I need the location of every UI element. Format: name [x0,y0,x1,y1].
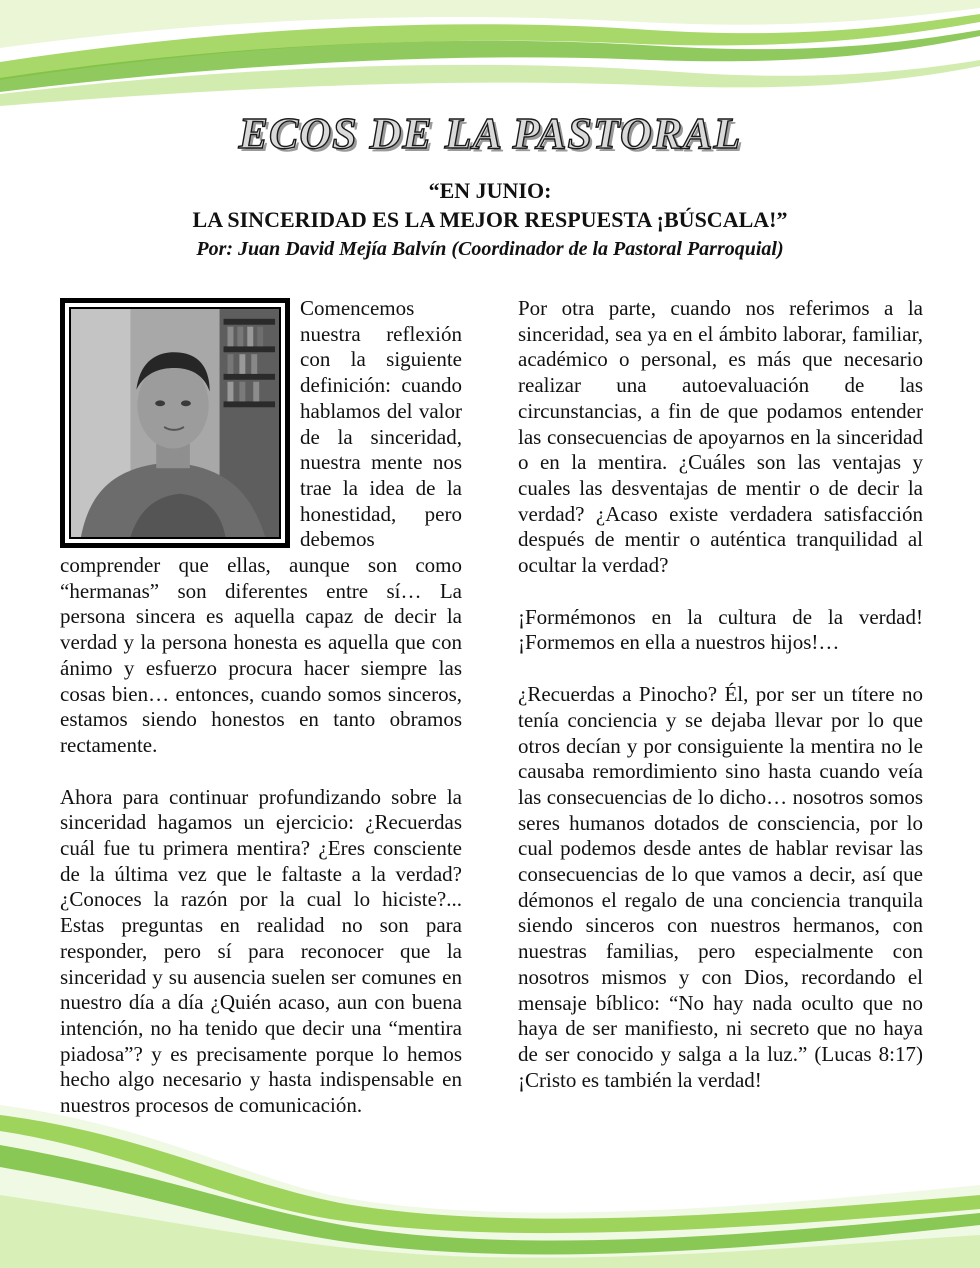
left-column [60,296,462,1145]
masthead-title: ECOS DE LA PASTORAL [238,109,742,158]
headline-line-1: “EN JUNIO: [428,178,552,203]
top-green-swoosh [0,0,980,120]
left-paragraph-2: Ahora para continuar profundizando sobre la sinceridad hagamos un ejercicio: ¿Recuerdas cuál fue tu primera mentira? ¿Eres consciente de la última vez que le faltaste a la verdad? ¿Conoces la razón por la cual lo hiciste?... Estas preguntas en realidad no son para responder, pero sí para reconocer que la sinceridad y su ausencia suelen ser comunes en nuestro día a día ¿Quién acaso, aun con buena intención, no ha tenido que decir una “mentira piadosa”? y es precisamente porque lo hemos hecho algo necesario y hasta indispensable en nuestros procesos de comunicación. [60,784,462,1118]
right-paragraph-3: ¿Recuerdas a Pinocho? Él, por ser un títere no tenía conciencia y se dejaba llevar por lo que otros decían y por consiguiente la mentira no le causaba remordimiento sino hasta cuando veía las consecuencias de lo dicho… nosotros somos seres humanos dotados de consciencia, por lo cual podemos desde antes de hablar revisar las consecuencias de lo que vamos a decir, así que démonos el regalo de una conciencia tranquila siendo sinceros con nuestros hermanos, con nuestras familias, pero especialmente con nosotros mismos y con Dios, recordando el mensaje bíblico: “No hay nada oculto que no haya de ser manifiesto, ni secreto que no haya de ser conocido y salga a la luz.” (Lucas 8:17) ¡Cristo es también la verdad! [518,682,923,1092]
headline-line-2: LA SINCERIDAD ES LA MEJOR RESPUESTA ¡BÚSCALA!” [192,207,788,232]
byline: Por: Juan David Mejía Balvín (Coordinador de la Pastoral Parroquial) [196,238,784,260]
right-paragraph-1: Por otra parte, cuando nos referimos a la sinceridad, sea ya en el ámbito laborar, familiar, académico o personal, es más que necesario realizar una autoevaluación de las circunstancias, a fin de que podamos entender las consecuencias de apoyarnos en la sinceridad o en la mentira. ¿Cuáles son las ventajas y cuales las desventajas de mentir o de decir la verdad? ¿Acaso existe verdadera satisfacción después de mentir o auténtica tranquilidad al ocultar la verdad? [518,296,923,578]
author-photo [60,298,290,548]
right-paragraph-2: ¡Formémonos en la cultura de la verdad! ¡Formemos en ella a nuestros hijos!… [518,604,923,655]
right-column [518,296,923,1119]
author-portrait-image [71,309,279,537]
left-paragraph-1: Comencemos nuestra reflexión con la siguiente definición: cuando hablamos del valor de la sinceridad, nuestra mente nos trae la idea de la honestidad, pero debemos comprender que ellas, aunque son como “hermanas” son diferentes entre sí… La persona sincera es aquella capaz de decir la verdad y la persona honesta es aquella que con ánimo y esfuerzo procura hacer siempre las cosas bien… entonces, cuando somos sinceros, estamos siendo honestos en tanto obramos rectamente. [60,296,462,757]
